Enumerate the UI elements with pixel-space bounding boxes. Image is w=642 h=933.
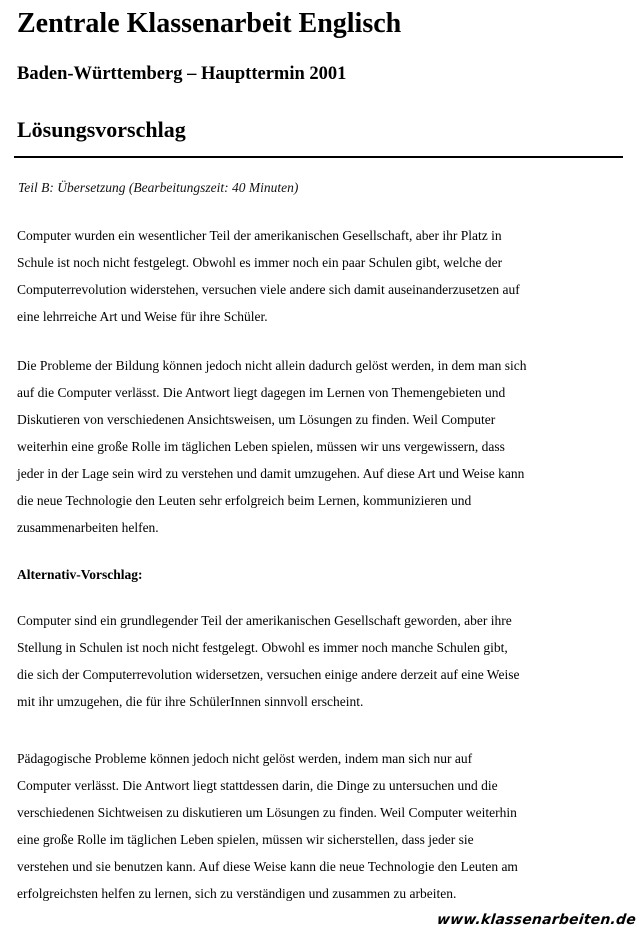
- paragraph-line: die neue Technologie den Leuten sehr erfolgreich beim Lernen, kommunizieren und: [17, 493, 472, 508]
- part-instruction: Teil B: Übersetzung (Bearbeitungszeit: 40 Minuten): [18, 180, 299, 195]
- section-heading: Lösungsvorschlag: [17, 117, 186, 142]
- paragraph-line: jeder in der Lage sein wird zu verstehen und damit umzugehen. Auf diese Art und Weise kann: [17, 466, 525, 481]
- paragraph-line: Computer verlässt. Die Antwort liegt stattdessen darin, die Dinge zu untersuchen und die: [17, 778, 498, 793]
- paragraph-line: verstehen und sie benutzen kann. Auf diese Weise kann die neue Technologie den Leuten am: [17, 859, 518, 874]
- paragraph-line: eine große Rolle im täglichen Leben spielen, müssen wir sicherstellen, dass jeder sie: [17, 832, 474, 847]
- paragraph-1: [17, 222, 623, 330]
- paragraph-line: Schule ist noch nicht festgelegt. Obwohl es immer noch ein paar Schulen gibt, welche der: [17, 255, 503, 270]
- paragraph-line: weiterhin eine große Rolle im täglichen Leben spielen, müssen wir uns vergewissern, dass: [17, 439, 505, 454]
- paragraph-line: Die Probleme der Bildung können jedoch nicht allein dadurch gelöst werden, in dem man sich: [17, 358, 527, 373]
- paragraph-line: Pädagogische Probleme können jedoch nicht gelöst werden, indem man sich nur auf: [17, 751, 473, 766]
- paragraph-line: Computerrevolution widerstehen, versuchen viele andere sich damit auseinanderzusetzen auf: [17, 282, 520, 297]
- paragraph-line: eine lehrreiche Art und Weise für ihre Schüler.: [17, 309, 268, 324]
- paragraph-line: Computer sind ein grundlegender Teil der amerikanischen Gesellschaft geworden, aber ihre: [17, 613, 512, 628]
- paragraph-line: erfolgreichsten helfen zu lernen, sich zu verständigen und zusammen zu arbeiten.: [17, 886, 457, 901]
- paragraph-line: verschiedenen Sichtweisen zu diskutieren um Lösungen zu finden. Weil Computer weiterhin: [17, 805, 517, 820]
- paragraph-line: Stellung in Schulen ist noch nicht festgelegt. Obwohl es immer noch manche Schulen gibt,: [17, 640, 508, 655]
- paragraph-4: [17, 745, 623, 907]
- paragraph-line: die sich der Computerrevolution widersetzen, versuchen einige andere derzeit auf eine Weise: [17, 667, 520, 682]
- paragraph-line: zusammenarbeiten helfen.: [17, 520, 159, 535]
- alternative-heading: Alternativ-Vorschlag:: [17, 567, 143, 582]
- paragraph-line: mit ihr umzugehen, die für ihre SchülerInnen sinnvoll erscheint.: [17, 694, 364, 709]
- paragraph-line: Computer wurden ein wesentlicher Teil der amerikanischen Gesellschaft, aber ihr Platz in: [17, 228, 502, 243]
- website-watermark: www.klassenarbeiten.de: [436, 912, 637, 928]
- horizontal-divider: [14, 156, 623, 158]
- paragraph-line: Diskutieren von verschiedenen Ansichtsweisen, um Lösungen zu finden. Weil Computer: [17, 412, 496, 427]
- document-subtitle: Baden-Württemberg – Haupttermin 2001: [17, 64, 347, 84]
- paragraph-line: auf die Computer verlässt. Die Antwort liegt dagegen im Lernen von Themengebieten und: [17, 385, 506, 400]
- document-title: Zentrale Klassenarbeit Englisch: [17, 8, 402, 39]
- paragraph-3: [17, 607, 623, 715]
- paragraph-2: [17, 352, 623, 541]
